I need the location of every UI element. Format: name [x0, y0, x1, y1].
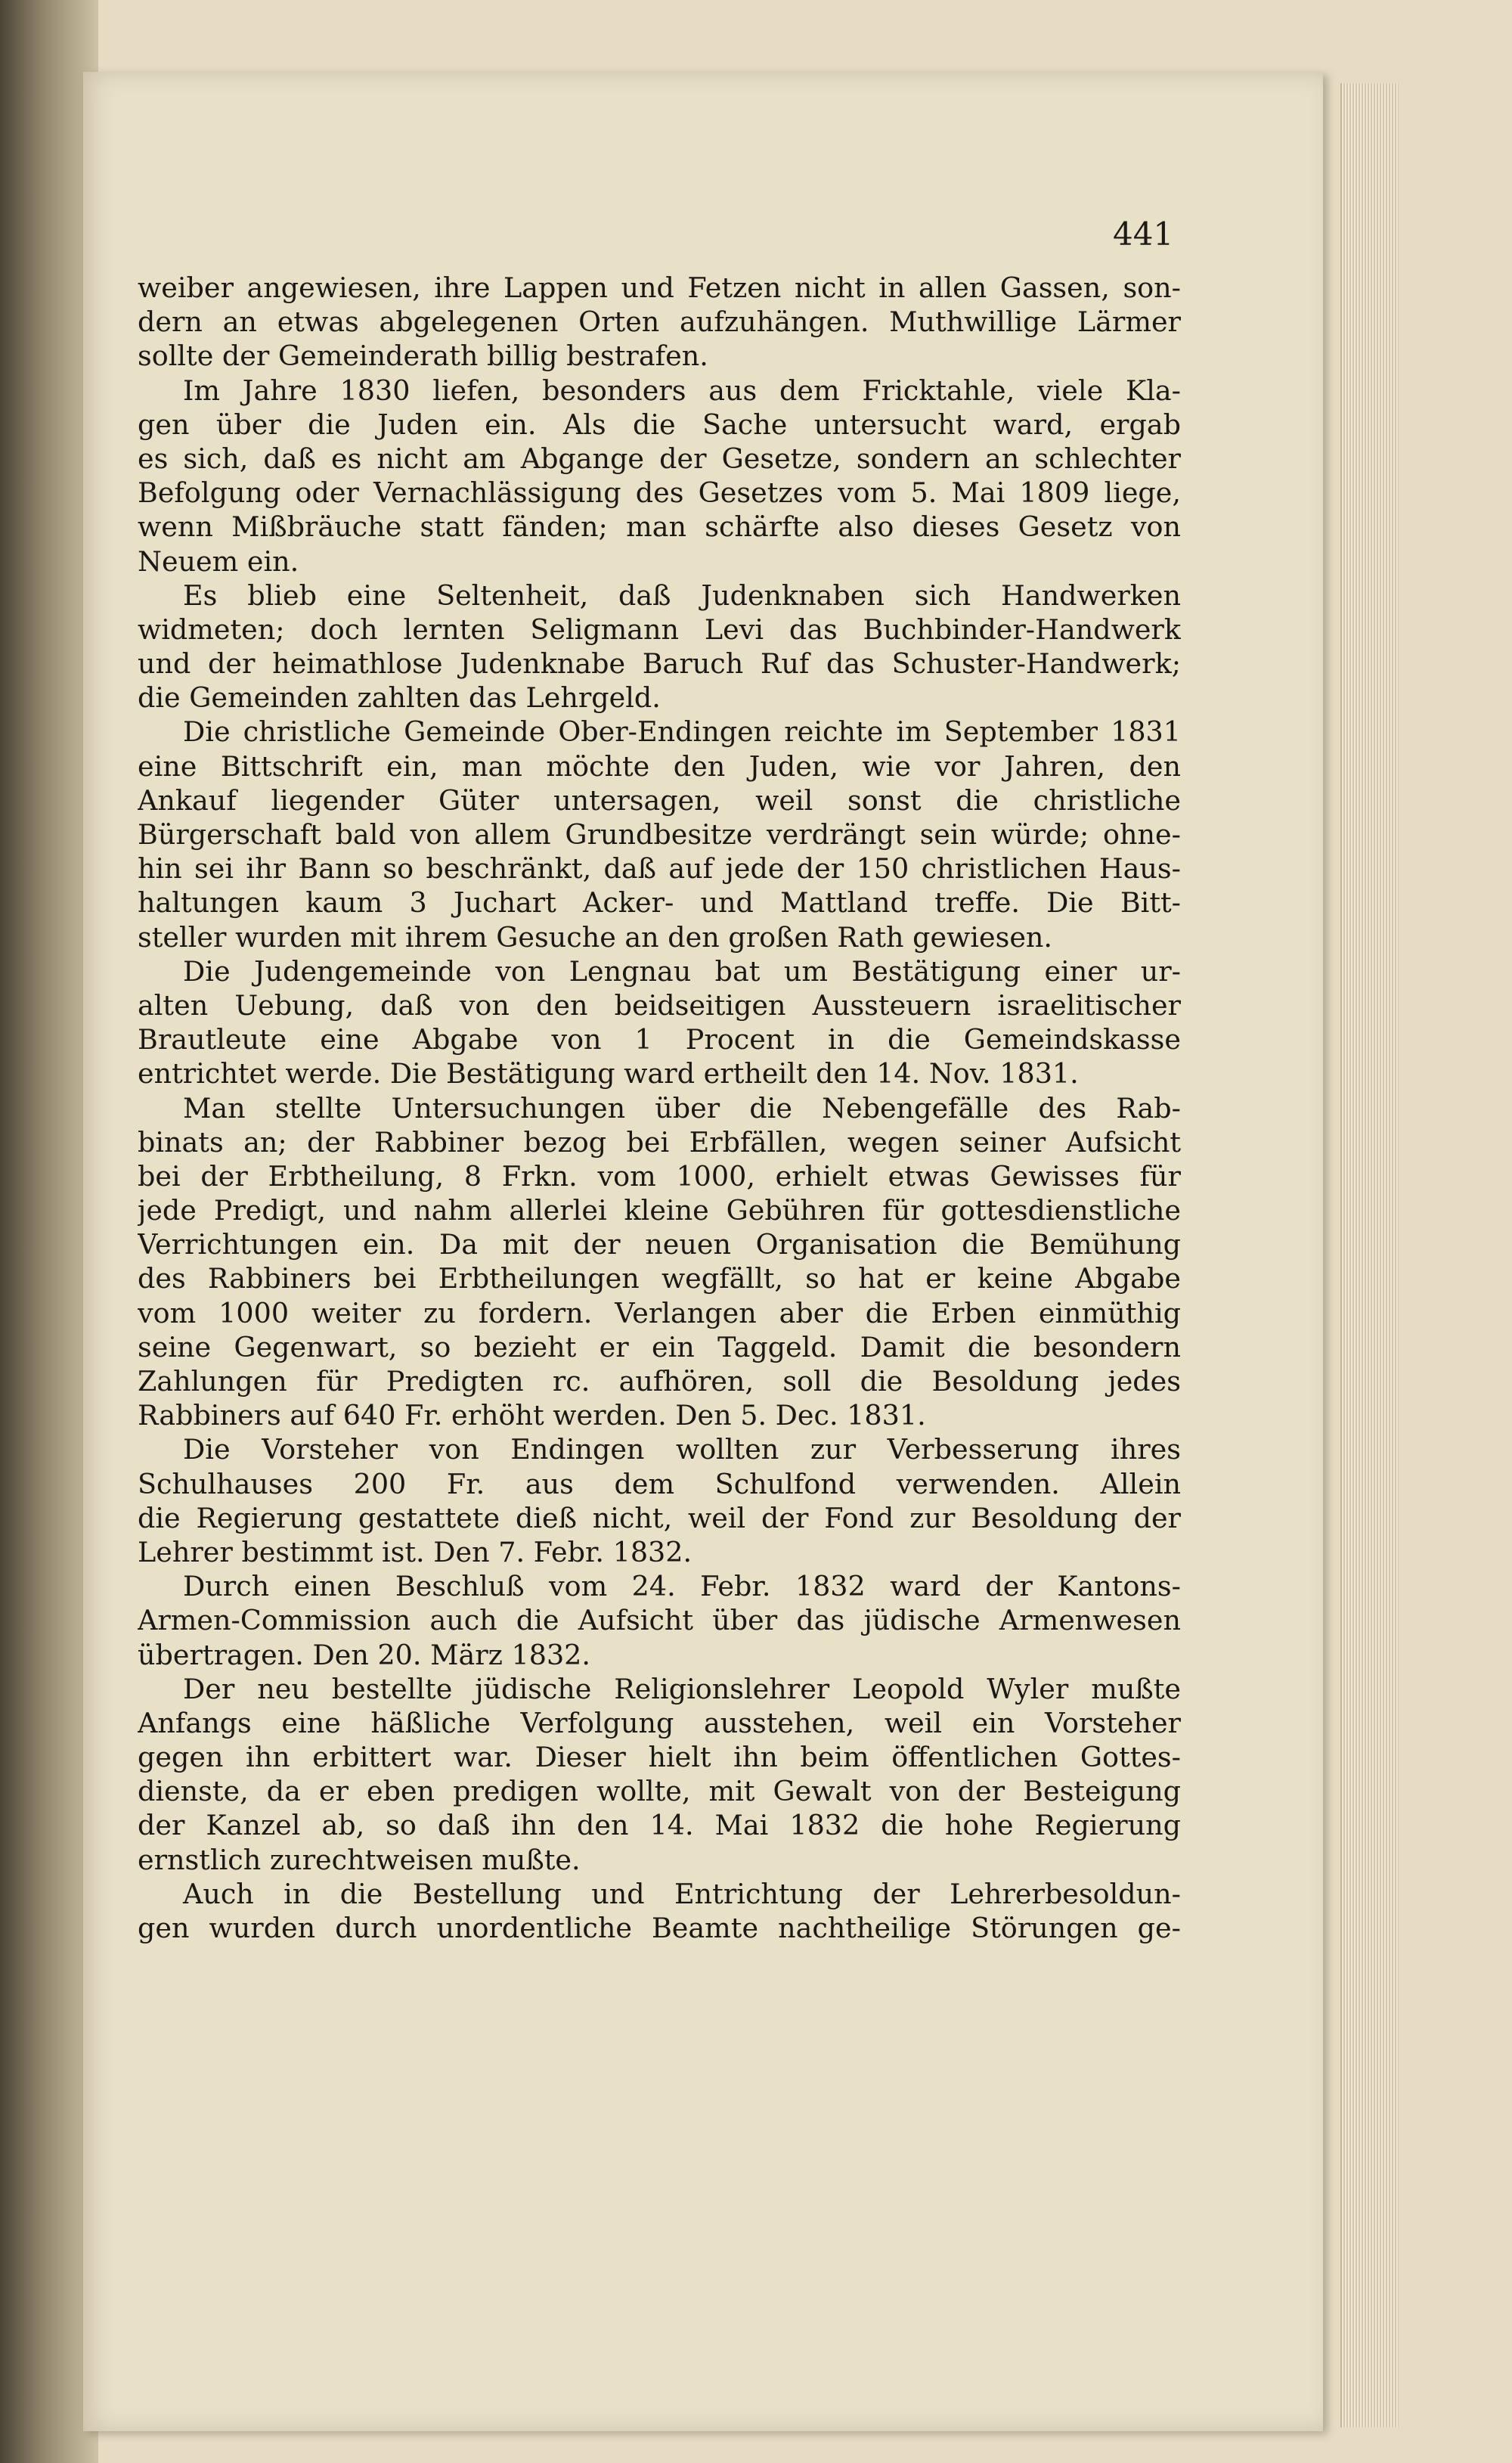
text-line: dern an etwas abgelegenen Orten aufzuhängen. Muthwillige Lärmer — [138, 306, 1181, 339]
text-line: alten Uebung, daß von den beidseitigen Aussteuern israelitischer — [138, 988, 1181, 1022]
text-line: Die Vorsteher von Endingen wollten zur Verbesserung ihres — [183, 1433, 1181, 1466]
text-line: Es blieb eine Seltenheit, daß Judenknaben sich Handwerken — [183, 579, 1181, 612]
text-line: vom 1000 weiter zu fordern. Verlangen aber die Erben einmüthig — [138, 1296, 1181, 1329]
text-line: Im Jahre 1830 liefen, besonders aus dem Fricktahle, viele Kla- — [183, 374, 1181, 407]
text-line: Anfangs eine häßliche Verfolgung ausstehen, weil ein Vorsteher — [138, 1706, 1181, 1739]
text-line: Man stellte Untersuchungen über die Nebengefälle des Rab- — [183, 1091, 1181, 1124]
text-line: Ankauf liegender Güter untersagen, weil sonst die christliche — [138, 783, 1181, 817]
text-line: dienste, da er eben predigen wollte, mit Gewalt von der Besteigung — [138, 1775, 1181, 1808]
text-line: und der heimathlose Judenknabe Baruch Ruf das Schuster-Handwerk; — [138, 647, 1181, 681]
text-line: Auch in die Bestellung und Entrichtung der Lehrerbesoldun- — [183, 1877, 1181, 1910]
text-line: Bürgerschaft bald von allem Grundbesitze verdrängt sein würde; ohne- — [138, 818, 1181, 851]
text-line: hin sei ihr Bann so beschränkt, daß auf jede der 150 christlichen Haus- — [138, 852, 1181, 886]
text-line: die Regierung gestattete dieß nicht, weil der Fond zur Besoldung der — [138, 1501, 1181, 1534]
text-line: wenn Mißbräuche statt fänden; man schärfte also dieses Gesetz von — [138, 510, 1181, 544]
body-text — [138, 271, 1181, 1945]
text-line: entrichtet werde. Die Bestätigung ward ertheilt den 14. Nov. 1831. — [138, 1057, 1079, 1090]
text-line: eine Bittschrift ein, man möchte den Juden, wie vor Jahren, den — [138, 749, 1181, 783]
text-line: Brautleute eine Abgabe von 1 Procent in die Gemeindskasse — [138, 1023, 1181, 1056]
text-line: widmeten; doch lernten Seligmann Levi das Buchbinder-Handwerk — [138, 613, 1181, 646]
text-line: Die christliche Gemeinde Ober-Endingen reichte im September 1831 — [183, 715, 1181, 749]
text-line: Durch einen Beschluß vom 24. Febr. 1832 ward der Kantons- — [183, 1570, 1181, 1603]
text-line: Armen-Commission auch die Aufsicht über das jüdische Armenwesen — [138, 1604, 1181, 1637]
text-line: seine Gegenwart, so bezieht er ein Taggeld. Damit die besondern — [138, 1330, 1181, 1363]
text-line: die Gemeinden zahlten das Lehrgeld. — [138, 681, 661, 715]
text-line: gen wurden durch unordentliche Beamte nachtheilige Störungen ge- — [138, 1912, 1181, 1944]
text-line: übertragen. Den 20. März 1832. — [138, 1638, 591, 1671]
text-line: Zahlungen für Predigten rc. aufhören, soll die Besoldung jedes — [138, 1365, 1181, 1397]
page-number: 441 — [1113, 216, 1174, 253]
text-line: Lehrer bestimmt ist. Den 7. Febr. 1832. — [138, 1535, 692, 1568]
text-line: es sich, daß es nicht am Abgange der Gesetze, sondern an schlechter — [138, 442, 1181, 475]
text-line: steller wurden mit ihrem Gesuche an den großen Rath gewiesen. — [138, 920, 1053, 954]
text-line: Die Judengemeinde von Lengnau bat um Bestätigung einer ur- — [183, 954, 1181, 988]
text-line: des Rabbiners bei Erbtheilungen wegfällt, so hat er keine Abgabe — [138, 1262, 1181, 1295]
text-line: Rabbiners auf 640 Fr. erhöht werden. Den 5. Dec. 1831. — [138, 1399, 926, 1432]
text-line: sollte der Gemeinderath billig bestrafen. — [138, 340, 708, 373]
text-line: Neuem ein. — [138, 544, 299, 578]
text-line: gen über die Juden ein. Als die Sache untersucht ward, ergab — [138, 408, 1181, 441]
text-line: Verrichtungen ein. Da mit der neuen Organisation die Bemühung — [138, 1228, 1181, 1261]
text-line: Befolgung oder Vernachlässigung des Gesetzes vom 5. Mai 1809 liege, — [138, 476, 1181, 510]
text-line: haltungen kaum 3 Juchart Acker- und Mattland treffe. Die Bitt- — [138, 886, 1181, 920]
text-line: der Kanzel ab, so daß ihn den 14. Mai 1832 die hohe Regierung — [138, 1809, 1181, 1842]
text-line: Schulhauses 200 Fr. aus dem Schulfond verwenden. Allein — [138, 1467, 1181, 1500]
text-line: jede Predigt, und nahm allerlei kleine Gebühren für gottesdienstliche — [138, 1194, 1181, 1227]
text-line: weiber angewiesen, ihre Lappen und Fetzen nicht in allen Gassen, son- — [138, 271, 1181, 304]
text-line: binats an; der Rabbiner bezog bei Erbfällen, wegen seiner Aufsicht — [138, 1125, 1181, 1159]
text-line: ernstlich zurechtweisen mußte. — [138, 1843, 581, 1876]
page-edges — [1340, 83, 1399, 2427]
text-line: bei der Erbtheilung, 8 Frkn. vom 1000, erhielt etwas Gewisses für — [138, 1159, 1181, 1193]
text-line: Der neu bestellte jüdische Religionslehrer Leopold Wyler mußte — [183, 1672, 1181, 1705]
text-line: gegen ihn erbittert war. Dieser hielt ihn beim öffentlichen Gottes- — [138, 1741, 1181, 1774]
